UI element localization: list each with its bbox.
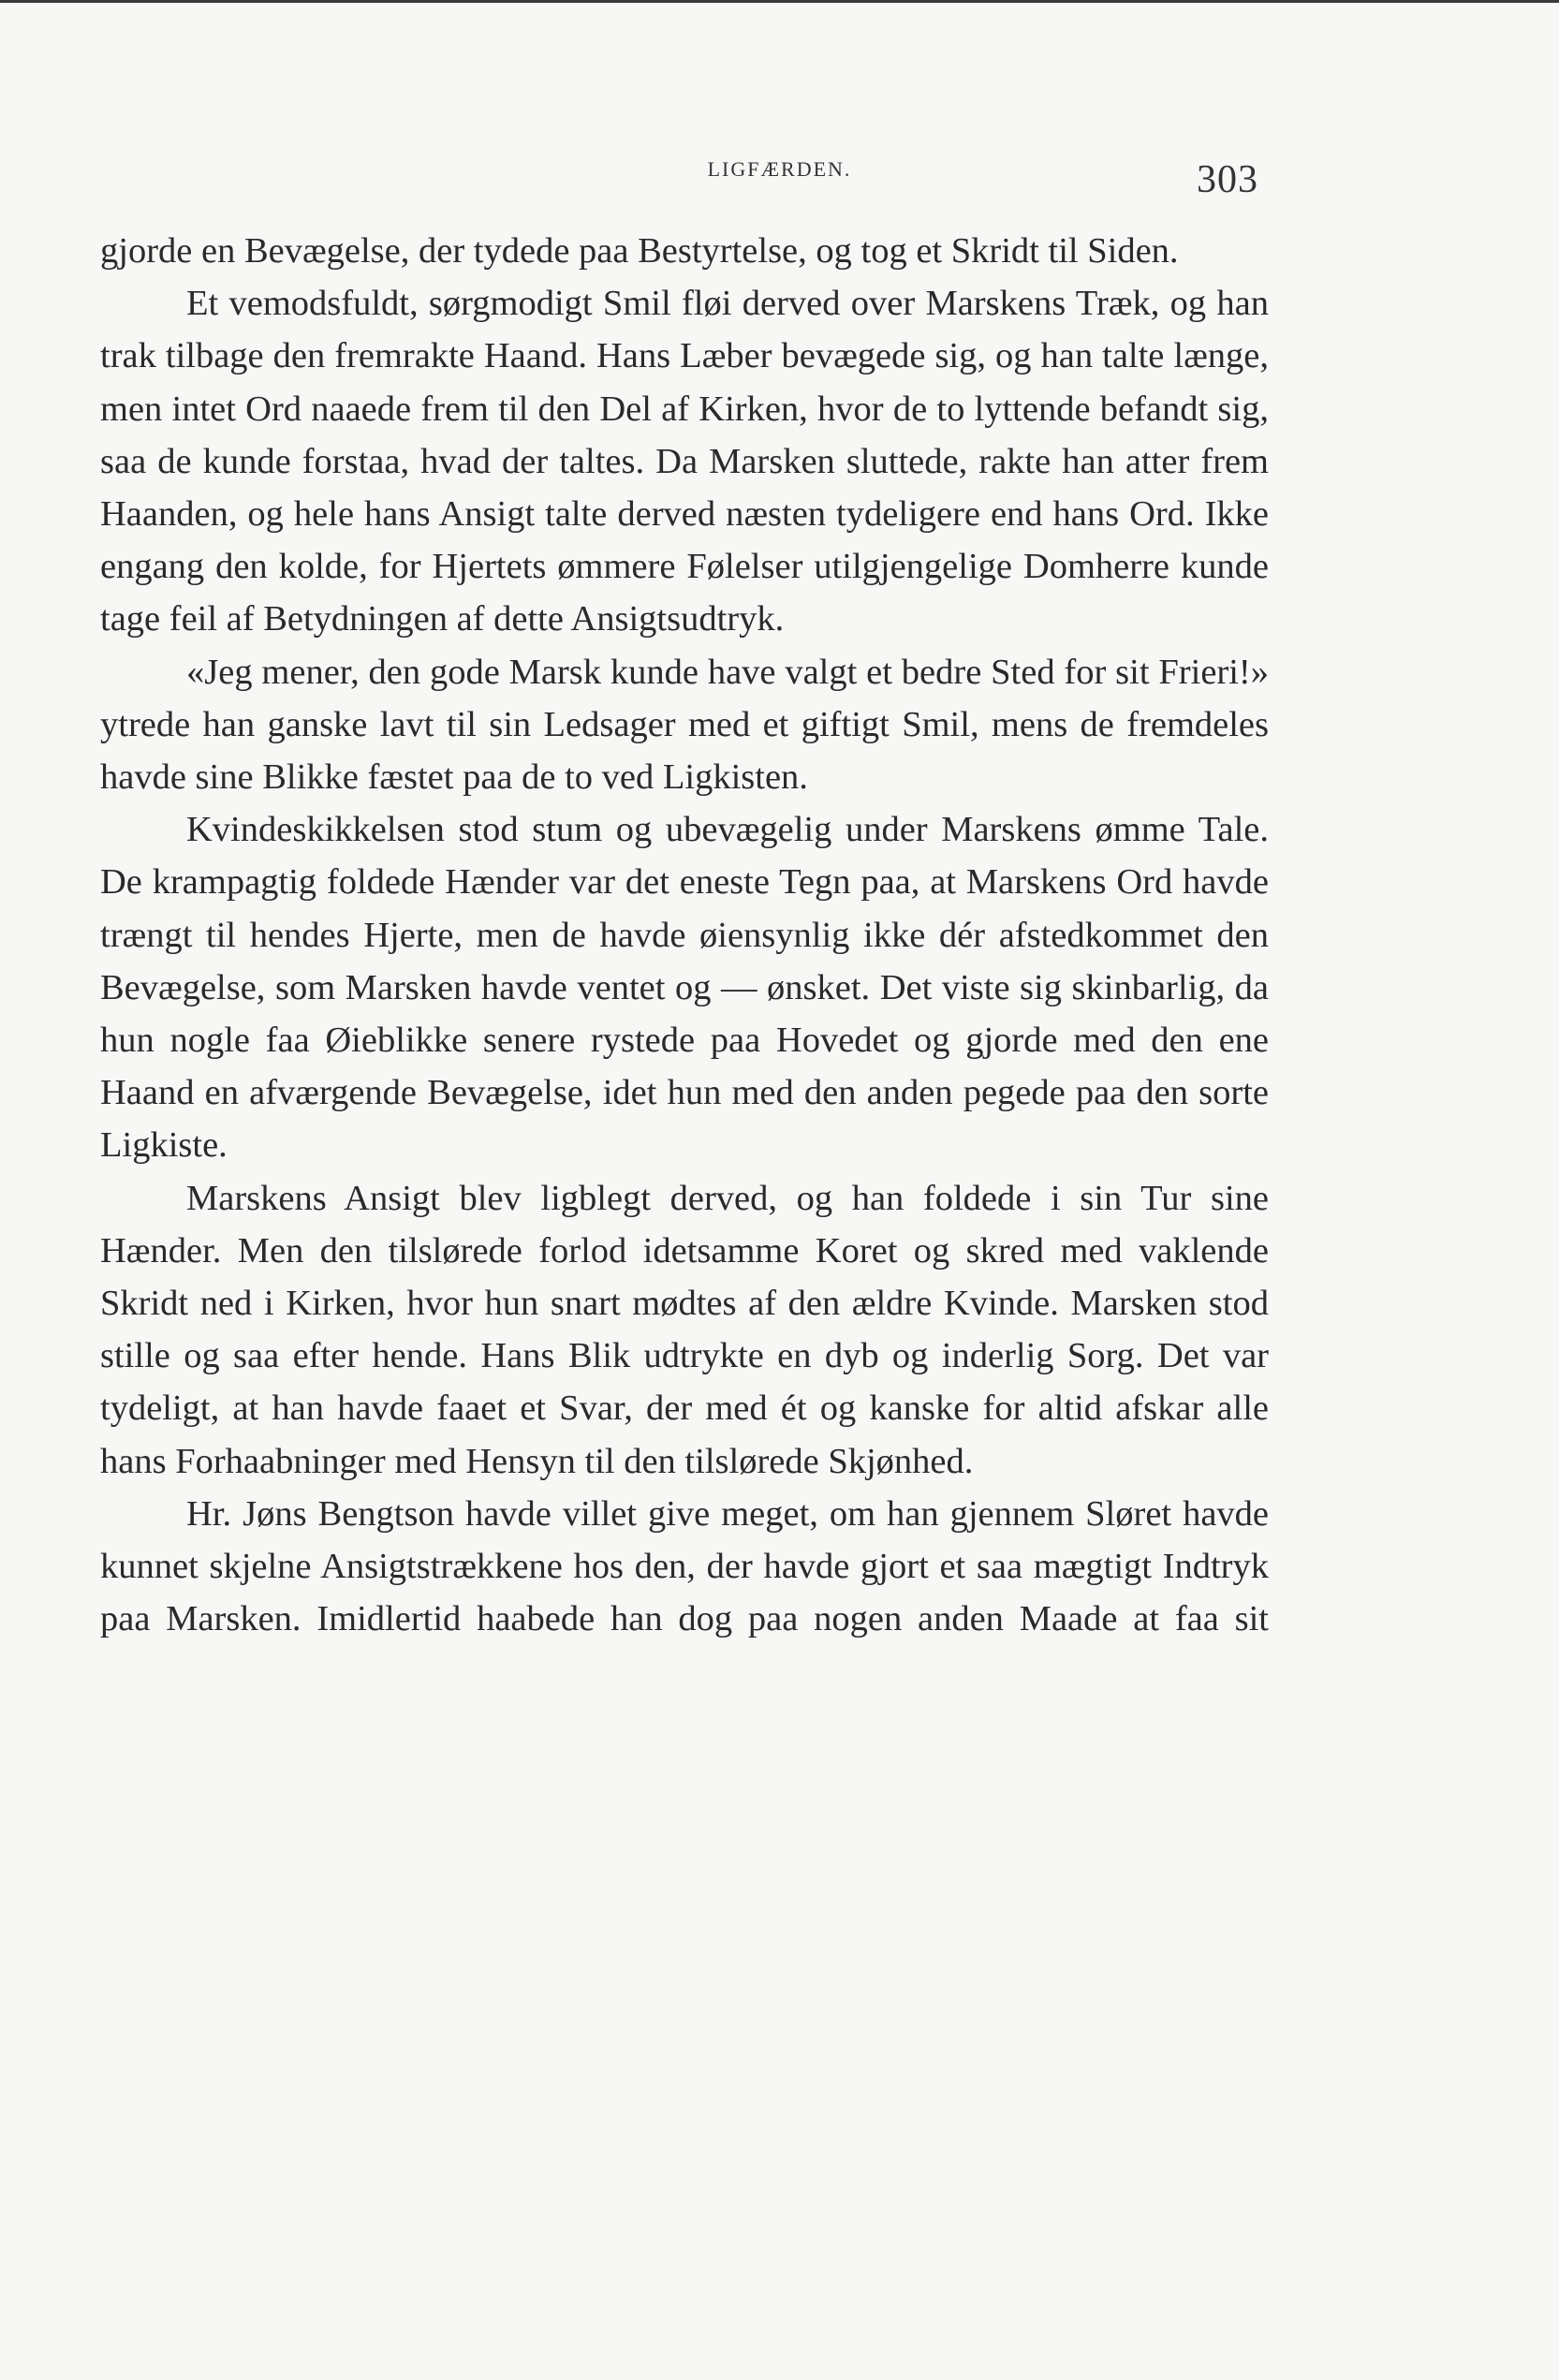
paragraph-6: Hr. Jøns Bengtson havde villet give meget, om han gjennem Sløret havde kunnet skjelne Ansigtstrækkene hos den, der havde gjort et saa mægtigt Indtryk paa Marsken. Imidlertid haabede han dog paa nogen anden Maade at faa sit — [100, 1493, 1269, 1639]
paragraph-2: Et vemodsfuldt, sørgmodigt Smil fløi derved over Marskens Træk, og han trak tilbage den fremrakte Haand. Hans Læber bevægede sig, og han talte længe, men intet Ord naaede frem til den Del af Kirken, hvor de to lyttende befandt sig, saa de kunde forstaa, hvad der taltes. Da Marsken sluttede, rakte han atter frem Haanden, og hele hans Ansigt talte derved næsten tydeligere end hans Ord. Ikke engang den kolde, for Hjertets ømmere Følelser utilgjengelige Domherre kunde tage feil af Betydningen af dette Ansigtsudtryk. — [100, 284, 1269, 639]
page-top-edge — [0, 0, 1559, 3]
running-header: LIGFÆRDEN. — [707, 157, 852, 181]
paragraph-1: gjorde en Bevægelse, der tydede paa Bestyrtelse, og tog et Skridt til Siden. — [100, 231, 1179, 271]
paragraph-4: Kvindeskikkelsen stod stum og ubevægelig under Marskens ømme Tale. De krampagtig foldede Hænder var det eneste Tegn paa, at Marskens Ord havde trængt til hendes Hjerte, men de havde øiensynlig ikke dér afstedkommet den Bevægelse, som Marsken havde ventet og — ønsket. Det viste sig skinbarlig, da hun nogle faa Øieblikke senere rystede paa Hovedet og gjorde med den ene Haand en afværgende Bevægelse, idet hun med den anden pegede paa den sorte Ligkiste. — [100, 810, 1269, 1166]
body-text — [100, 225, 1269, 1645]
paragraph-3: «Jeg mener, den gode Marsk kunde have valgt et bedre Sted for sit Frieri!» ytrede han ganske lavt til sin Ledsager med et giftigt Smil, mens de fremdeles havde sine Blikke fæstet paa de to ved Ligkisten. — [100, 652, 1269, 798]
paragraph-5: Marskens Ansigt blev ligblegt derved, og han foldede i sin Tur sine Hænder. Men den tilslørede forlod idetsamme Koret og skred med vaklende Skridt ned i Kirken, hvor hun snart mødtes af den ældre Kvinde. Marsken stod stille og saa efter hende. Hans Blik udtrykte en dyb og inderlig Sorg. Det var tydeligt, at han havde faaet et Svar, der med ét og kanske for altid afskar alle hans Forhaabninger med Hensyn til den tilslørede Skjønhed. — [100, 1178, 1269, 1481]
page-number: 303 — [1197, 158, 1258, 201]
